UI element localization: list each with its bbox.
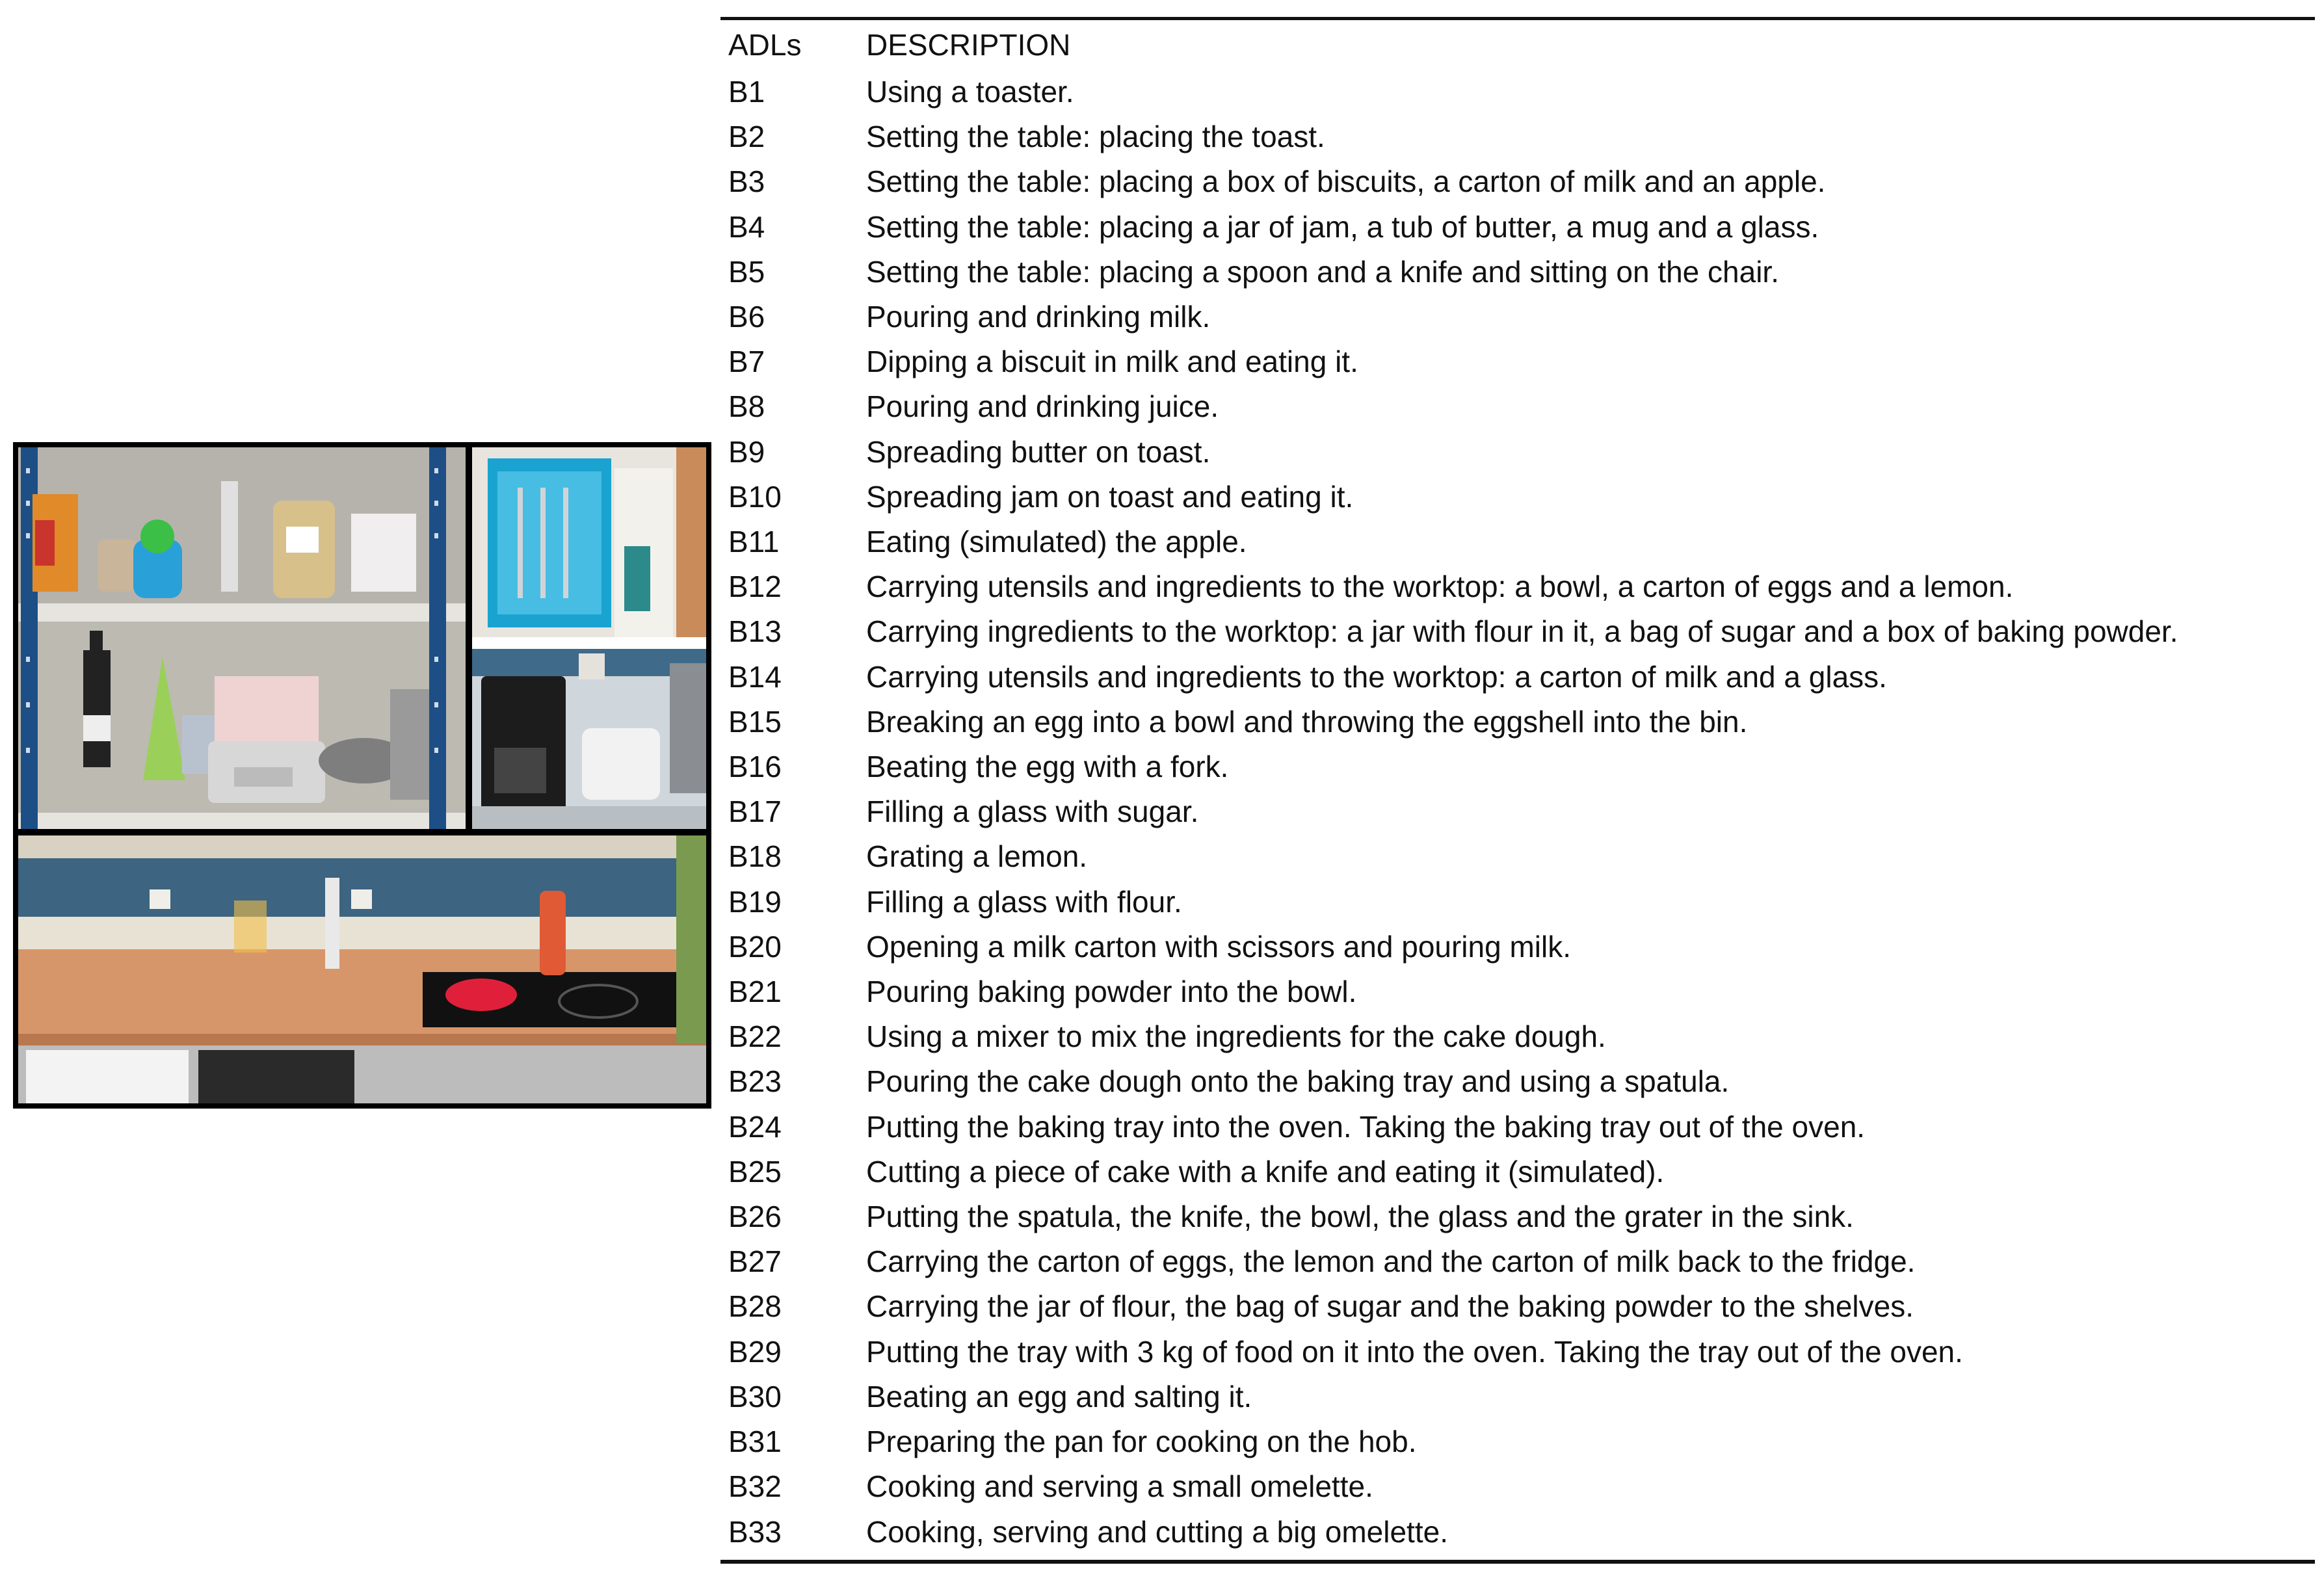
table-row [720, 1284, 2315, 1329]
table-row [720, 430, 2315, 475]
adl-code: B25 [728, 1154, 782, 1189]
table-bottom-rule [720, 1560, 2315, 1564]
table-row [720, 925, 2315, 969]
adl-code: B19 [728, 884, 782, 919]
adl-code: B9 [728, 434, 765, 469]
table-row [720, 834, 2315, 879]
adl-code: B32 [728, 1469, 782, 1504]
adl-code: B7 [728, 345, 765, 379]
table-row [720, 880, 2315, 925]
adl-code: B5 [728, 254, 765, 289]
adl-description: Grating a lemon. [866, 839, 1088, 874]
adl-description: Setting the table: placing a jar of jam, a tub of butter, a mug and a glass. [866, 209, 1819, 244]
table-row [720, 384, 2315, 429]
adl-code: B16 [728, 750, 782, 784]
table-row [720, 1059, 2315, 1104]
adl-code: B18 [728, 839, 782, 874]
adl-description: Spreading butter on toast. [866, 434, 1211, 469]
table-row [720, 1014, 2315, 1059]
adl-description: Preparing the pan for cooking on the hob. [866, 1425, 1417, 1459]
adl-description: Cooking, serving and cutting a big omelette. [866, 1514, 1448, 1549]
adl-description: Pouring the cake dough onto the baking tray and using a spatula. [866, 1064, 1730, 1099]
column-header-description: DESCRIPTION [866, 28, 1071, 62]
adl-description: Pouring and drinking juice. [866, 389, 1219, 424]
adl-description: Carrying the jar of flour, the bag of sugar and the baking powder to the shelves. [866, 1289, 1914, 1324]
table-row [720, 1419, 2315, 1464]
adl-description: Breaking an egg into a bowl and throwing the eggshell into the bin. [866, 704, 1748, 739]
table-row [720, 1510, 2315, 1555]
adl-description: Beating an egg and salting it. [866, 1379, 1252, 1414]
adl-description: Setting the table: placing a spoon and a knife and sitting on the chair. [866, 254, 1779, 289]
adl-code: B23 [728, 1064, 782, 1099]
adl-description: Carrying ingredients to the worktop: a jar with flour in it, a bag of sugar and a box of baking powder. [866, 614, 2178, 649]
adl-code: B2 [728, 120, 765, 154]
adl-code: B26 [728, 1200, 782, 1234]
adl-code: B10 [728, 479, 782, 514]
adl-description: Setting the table: placing the toast. [866, 120, 1325, 154]
adl-code: B28 [728, 1289, 782, 1324]
adl-description: Carrying the carton of eggs, the lemon and the carton of milk back to the fridge. [866, 1244, 1916, 1279]
adl-description: Carrying utensils and ingredients to the worktop: a bowl, a carton of eggs and a lemon. [866, 570, 2014, 604]
table-row [720, 205, 2315, 250]
header-row [720, 20, 2315, 70]
adl-code: B15 [728, 704, 782, 739]
adl-code: B22 [728, 1019, 782, 1054]
table-row [720, 475, 2315, 519]
adl-description: Carrying utensils and ingredients to the worktop: a carton of milk and a glass. [866, 659, 1887, 694]
kitchen-photo-collage [13, 442, 711, 1109]
table-row [720, 1150, 2315, 1194]
adl-code: B20 [728, 929, 782, 964]
adl-description: Using a toaster. [866, 75, 1074, 109]
table-row [720, 564, 2315, 609]
table-row [720, 700, 2315, 744]
adl-code: B24 [728, 1109, 782, 1144]
adl-code: B12 [728, 570, 782, 604]
adl-code: B29 [728, 1334, 782, 1369]
kitchen-shelves-photo [18, 447, 466, 829]
adl-description: Cutting a piece of cake with a knife and eating it (simulated). [866, 1154, 1665, 1189]
table-row [720, 1330, 2315, 1374]
adl-code: B21 [728, 975, 782, 1009]
adl-description: Putting the spatula, the knife, the bowl, the glass and the grater in the sink. [866, 1200, 1854, 1234]
table-row [720, 339, 2315, 384]
table-row [720, 114, 2315, 159]
adl-table [720, 20, 2315, 1555]
table-row [720, 70, 2315, 114]
adl-code: B11 [728, 525, 780, 559]
adl-description: Spreading jam on toast and eating it. [866, 479, 1354, 514]
adl-code: B13 [728, 614, 782, 649]
cutlery-drawer-photo [472, 447, 706, 649]
adl-code: B31 [728, 1425, 782, 1459]
adl-description: Cooking and serving a small omelette. [866, 1469, 1373, 1504]
table-row [720, 1239, 2315, 1284]
table-row [720, 969, 2315, 1014]
column-header-adls: ADLs [728, 28, 802, 62]
adl-description: Opening a milk carton with scissors and pouring milk. [866, 929, 1572, 964]
adl-code: B33 [728, 1514, 782, 1549]
adl-code: B6 [728, 300, 765, 334]
table-row [720, 1194, 2315, 1239]
table-header [720, 20, 2315, 70]
table-row [720, 159, 2315, 204]
table-row [720, 744, 2315, 789]
adl-description: Dipping a biscuit in milk and eating it. [866, 345, 1358, 379]
table-row [720, 295, 2315, 339]
table-row [720, 789, 2315, 834]
adl-description: Pouring baking powder into the bowl. [866, 975, 1357, 1009]
adl-code: B4 [728, 209, 765, 244]
adl-code: B8 [728, 389, 765, 424]
table-row [720, 1374, 2315, 1419]
table-row [720, 1105, 2315, 1150]
adl-code: B1 [728, 75, 765, 109]
adl-description: Filling a glass with flour. [866, 884, 1182, 919]
adl-code: B3 [728, 164, 765, 199]
adl-table-container [720, 17, 2315, 1564]
coffee-maker-toaster-photo [472, 649, 706, 829]
adl-description: Setting the table: placing a box of biscuits, a carton of milk and an apple. [866, 164, 1826, 199]
adl-description: Filling a glass with sugar. [866, 795, 1199, 829]
table-row [720, 519, 2315, 564]
worktop-hob-photo [18, 835, 706, 1103]
table-row [720, 250, 2315, 295]
adl-code: B27 [728, 1244, 782, 1279]
table-row [720, 655, 2315, 700]
adl-description: Putting the baking tray into the oven. Taking the baking tray out of the oven. [866, 1109, 1866, 1144]
adl-description: Putting the tray with 3 kg of food on it into the oven. Taking the tray out of the oven. [866, 1334, 1963, 1369]
adl-code: B17 [728, 795, 782, 829]
adl-code: B14 [728, 659, 782, 694]
table-body [720, 70, 2315, 1555]
adl-description: Pouring and drinking milk. [866, 300, 1211, 334]
adl-description: Beating the egg with a fork. [866, 750, 1229, 784]
adl-description: Eating (simulated) the apple. [866, 525, 1247, 559]
table-row [720, 609, 2315, 654]
table-row [720, 1464, 2315, 1509]
adl-code: B30 [728, 1379, 782, 1414]
collage-image [13, 442, 711, 1109]
adl-description: Using a mixer to mix the ingredients for the cake dough. [866, 1019, 1606, 1054]
